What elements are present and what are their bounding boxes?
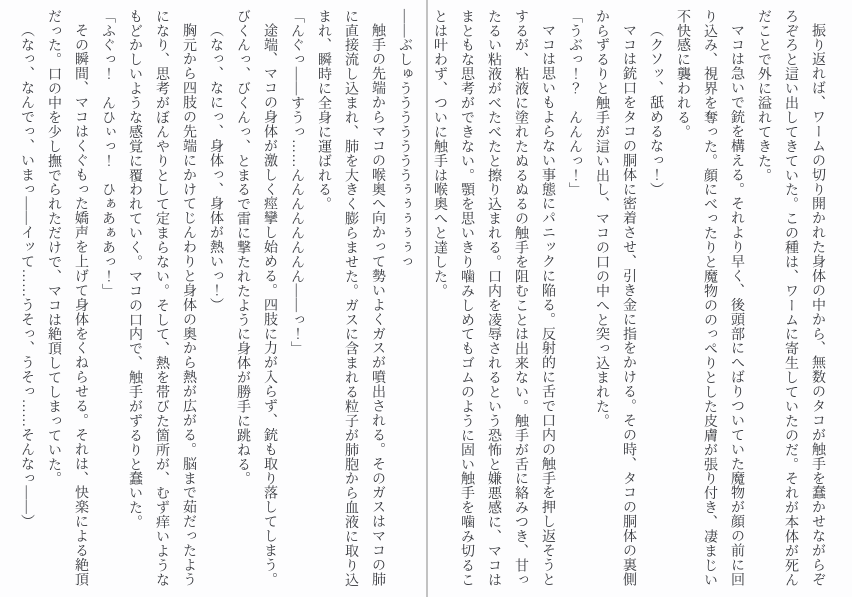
- paragraph: 振り返れば、ワームの切り開かれた身体の中から、無数のタコが触手を蠢かせながらぞろぞろと這い出してきていた。この種は、ワームに寄生していたのだ。それが本体が死んだことで外に溢れてきた。: [756, 9, 825, 587]
- right-page: [428, 0, 852, 597]
- paragraph: マコは銃口をタコの胴体に密着させ、引き金に指をかける。その時、タコの胴体の裏側からずるりと触手が這い出し、マコの口の中へと突っ込まれた。: [594, 9, 636, 587]
- paragraph: 途端、マコの身体が激しく痙攣し始める。四肢に力が入らず、銃も取り落してしまう。びくんっ、びくんっ、とまるで雷に撃たれたように身体が勝手に跳ねる。: [235, 9, 277, 587]
- dialogue-paragraph: 「ふぐっ！ んひぃっ！ ひぁあぁあっ！」: [100, 9, 115, 298]
- left-page-text: [13, 9, 418, 589]
- right-page-text: [426, 9, 831, 589]
- paragraph: 触手の先端からマコの喉奥へ向かって勢いよくガスが噴出される。そのガスはマコの肺に直接流し込まれ、肺を大きく膨らませた。ガスに含まれる粒子が肺胞から血液に取り込まれ、瞬時に全身に運ばれる。: [316, 9, 385, 587]
- paragraph: マコは思いもよらない事態にパニックに陥る。反射的に舌で口内の触手を押し返そうとするが、粘液に塗れたぬるぬるの触手を阻むことは出来ない。触手が舌に絡みつき、甘ったるい粘液がべたべたと擦り込まれる。口内を凌辱されるという恐怖と嫌悪感に、マコはまともな思考ができない。顎を思いきり噛みしめてもゴムのように固い触手を噛み切ることは叶わず、ついに触手は喉奥へと達した。: [432, 9, 555, 587]
- dialogue-paragraph: 「んぐっ――すうっ……んんんんんんんん――っ！」: [289, 9, 304, 356]
- sound-effect-paragraph: ――ぶしゅうううううううぅぅぅぅぅっ: [397, 9, 412, 270]
- page-divider: [426, 0, 428, 597]
- paragraph: マコは急いで銃を構える。それより早く、後頭部にへばりついていた魔物が顔の前に回り込み、視界を奪った。顔にべったりと魔物ののっぺりとした皮膚が張り付き、凄まじい不快感に襲われる。: [675, 9, 744, 587]
- paragraph: （なっ、なにっ、身体っ、身体が熱いっ！）: [208, 23, 223, 312]
- paragraph: 胸元から四肢の先端にかけてじんわりと身体の奥から熱が広がる。脳まで茹だったようになり、思考がぼんやりとして定まらない。そして、熱を帯びた箇所が、むず痒いようなもどかしいような感覚に覆われていく。マコの口内で、触手がずるりと蠢いた。: [127, 9, 196, 587]
- paragraph: （クソッ、舐めるなっ！）: [648, 23, 663, 197]
- paragraph: その瞬間、マコはくぐもった嬌声を上げて身体をくねらせる。それは、快楽による絶頂だった。口の中を少し撫でられただけで、マコは絶頂してしまっていた。: [46, 9, 88, 587]
- dialogue-paragraph: 「うぶっ！？ んんんっ！」: [567, 9, 582, 197]
- paragraph: （なっ、なんでっ、いまっ――イッて……うそっ、うそっ……そんなっ――）: [19, 23, 34, 529]
